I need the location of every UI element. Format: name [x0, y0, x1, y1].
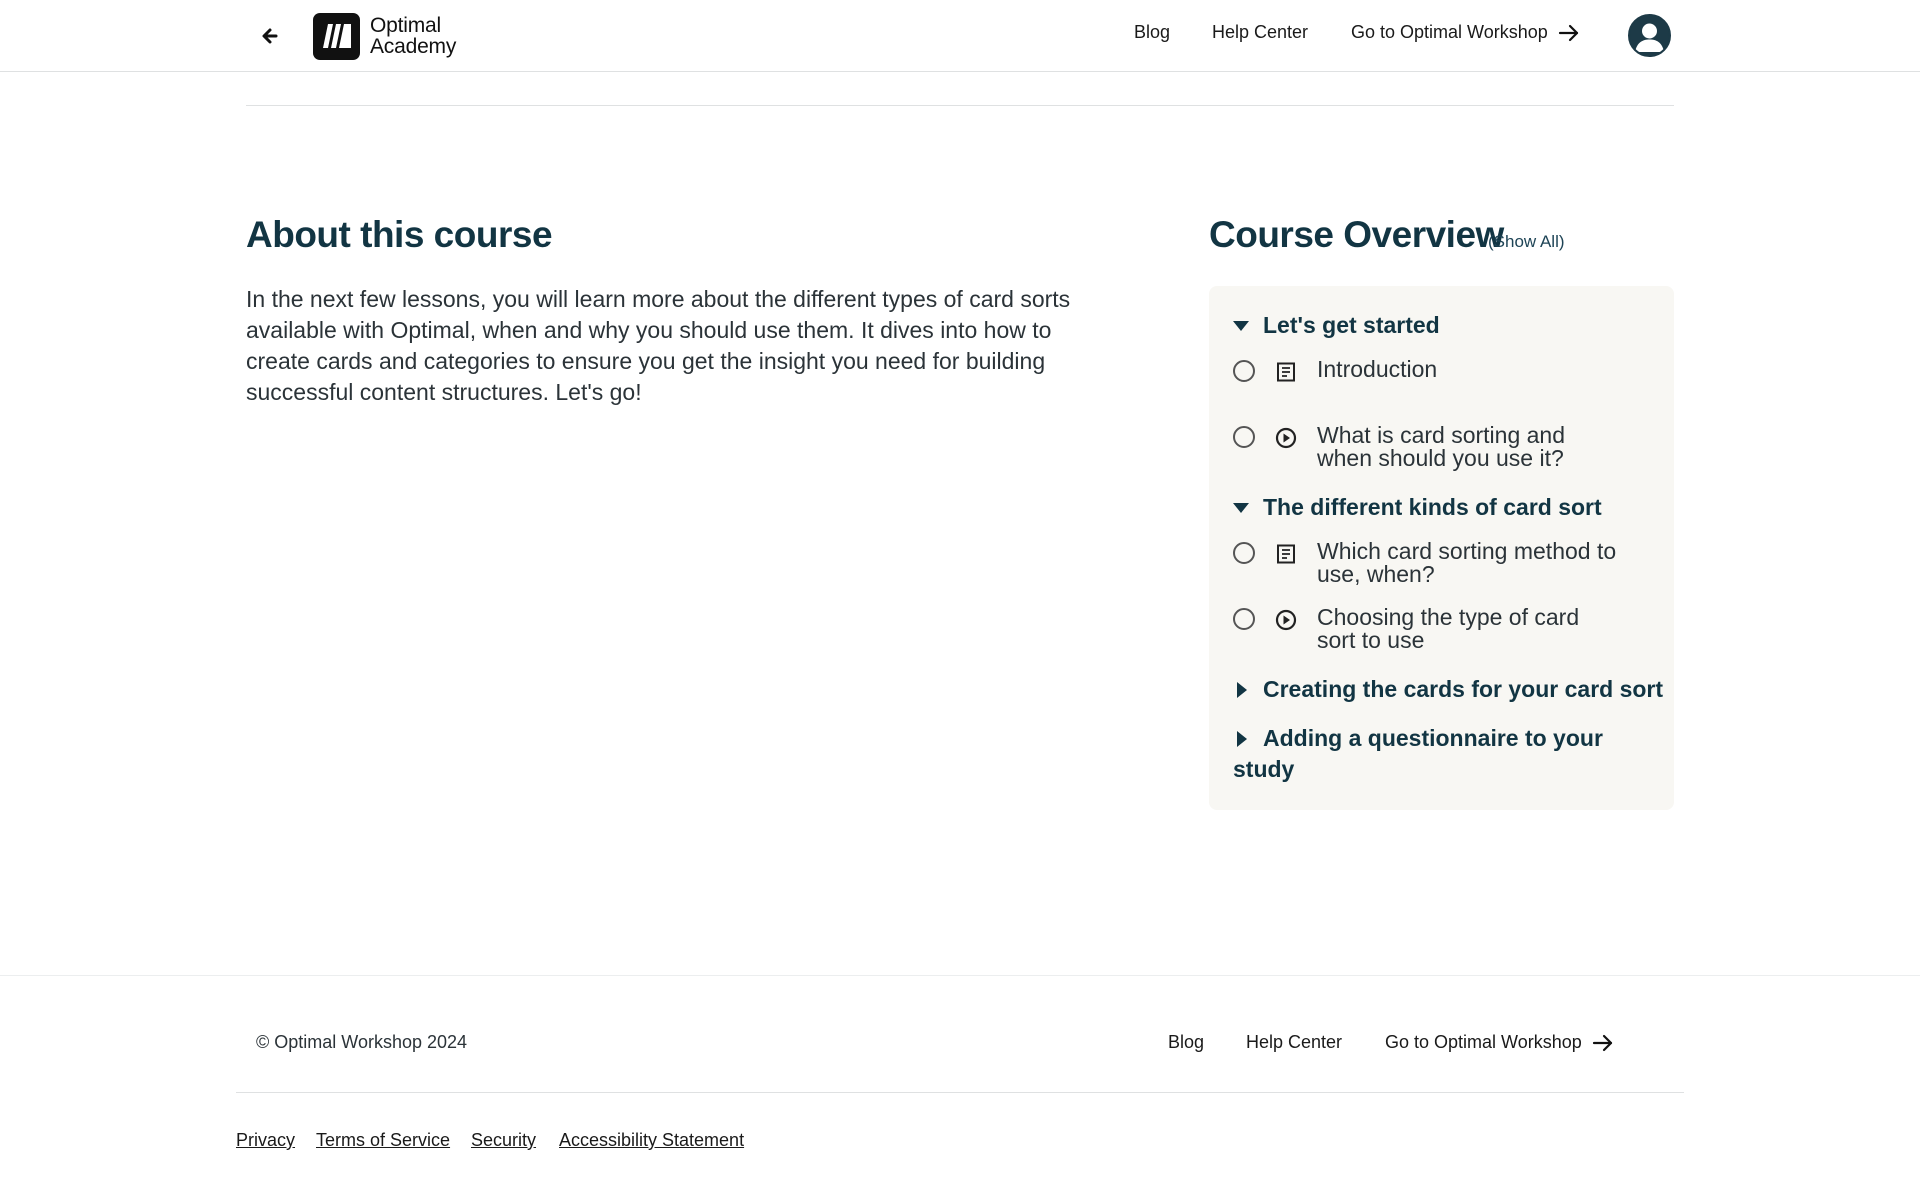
optimal-academy-logo[interactable] — [313, 12, 456, 60]
caret-right-icon — [1233, 674, 1263, 705]
footer-blog-link[interactable]: Blog — [1168, 1032, 1205, 1052]
lesson-label: Choosing the type of card sort to use — [1317, 604, 1580, 653]
section-lets-get-started[interactable] — [1233, 310, 1440, 341]
footer-legal-divider — [236, 1092, 1684, 1093]
course-overview-title: Course Overview — [1209, 214, 1504, 255]
security-link[interactable]: Security — [471, 1130, 537, 1150]
footer-divider — [0, 975, 1920, 976]
caret-right-icon — [1233, 723, 1263, 754]
arrow-right-icon — [1592, 1034, 1614, 1052]
nav-help-center — [1212, 22, 1308, 43]
user-avatar[interactable] — [1628, 14, 1671, 57]
footer-go-to-workshop[interactable] — [1385, 1032, 1614, 1053]
show-all-link[interactable]: (Show All) — [1488, 232, 1565, 251]
nav-blog-link[interactable]: Blog — [1134, 22, 1171, 42]
copyright-text: © Optimal Workshop 2024 — [256, 1032, 468, 1052]
nav-blog — [1134, 22, 1170, 43]
site-header — [0, 0, 1920, 72]
privacy-link[interactable]: Privacy — [236, 1130, 296, 1150]
footer-help-center-link[interactable]: Help Center — [1246, 1032, 1343, 1052]
back-button[interactable] — [254, 20, 286, 52]
nav-help-center-link[interactable]: Help Center — [1212, 22, 1309, 42]
incomplete-status-icon — [1233, 426, 1255, 448]
about-title: About this course — [246, 214, 553, 255]
accessibility-statement-link[interactable]: Accessibility Statement — [559, 1130, 745, 1150]
about-description: In the next few lessons, you will learn more about the different types of card sorts available with Optimal, when and why you should use them. It dives into how to create cards and categories to ensure you get the insight you need for building successful content structures. Let's go! — [246, 286, 1071, 405]
nav-go-to-workshop[interactable] — [1351, 22, 1580, 43]
lesson-which-card-sorting-method[interactable] — [1233, 540, 1617, 586]
optimal-logo-icon — [313, 13, 360, 60]
play-circle-icon — [1274, 426, 1298, 450]
caret-down-icon — [1233, 492, 1263, 523]
section-adding-a-questionnaire[interactable] — [1233, 723, 1653, 785]
section-title: Creating the cards for your card sort — [1263, 676, 1664, 702]
section-title: Adding a questionnaire to your study — [1233, 725, 1603, 782]
lesson-introduction[interactable] — [1233, 358, 1617, 384]
arrow-right-icon — [1558, 24, 1580, 42]
user-icon — [1630, 16, 1669, 55]
section-title: Let's get started — [1263, 312, 1440, 338]
section-different-kinds-of-card-sort[interactable] — [1233, 492, 1602, 523]
section-title: The different kinds of card sort — [1263, 494, 1602, 520]
lesson-label: Introduction — [1317, 356, 1438, 382]
lesson-choosing-type-of-card-sort[interactable] — [1233, 606, 1617, 652]
terms-of-service-link[interactable]: Terms of Service — [316, 1130, 451, 1150]
lesson-what-is-card-sorting[interactable] — [1233, 424, 1617, 470]
play-circle-icon — [1274, 608, 1298, 632]
lesson-label: What is card sorting and when should you use it? — [1317, 422, 1566, 471]
content-divider — [246, 105, 1674, 106]
lesson-label: Which card sorting method to use, when? — [1317, 538, 1617, 587]
caret-down-icon — [1233, 310, 1263, 341]
incomplete-status-icon — [1233, 608, 1255, 630]
logo-wordmark — [370, 15, 456, 57]
logo-line-1: Optimal — [370, 14, 441, 37]
incomplete-status-icon — [1233, 360, 1255, 382]
course-overview-panel — [1209, 286, 1674, 810]
nav-go-to-workshop-link[interactable]: Go to Optimal Workshop — [1351, 22, 1548, 42]
footer-help-center — [1246, 1032, 1342, 1053]
footer-go-to-workshop-link[interactable]: Go to Optimal Workshop — [1385, 1032, 1582, 1052]
arrow-left-icon — [260, 26, 280, 46]
article-icon — [1274, 542, 1298, 566]
article-icon — [1274, 360, 1298, 384]
incomplete-status-icon — [1233, 542, 1255, 564]
logo-line-2: Academy — [370, 35, 457, 58]
section-creating-the-cards[interactable] — [1233, 674, 1663, 705]
footer-blog — [1168, 1032, 1204, 1053]
